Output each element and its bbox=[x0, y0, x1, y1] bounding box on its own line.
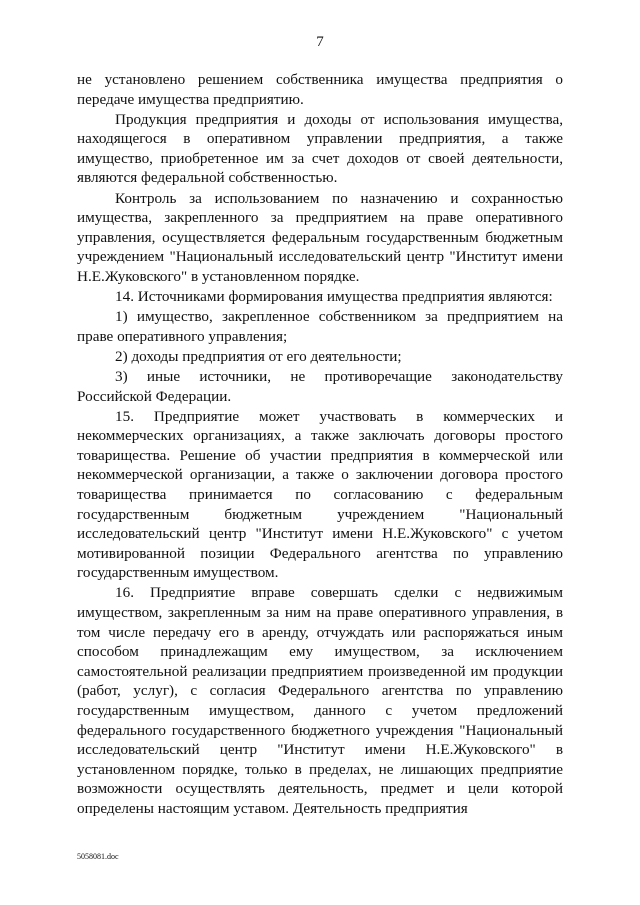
paragraph-continuation: не установлено решением собственника имущества предприятия о передаче имущества предприятию. bbox=[77, 71, 563, 108]
document-filename: 5058081.doc bbox=[77, 852, 119, 861]
paragraph-clause-15: 15. Предприятие может участвовать в коммерческих и некоммерческих организациях, а также заключать договоры простого товарищества. Решение об участии предприятия в коммерческой или некоммерческой организации, а также о заключении договора простого товарищества принимается по согласованию с федеральным государственным бюджетным учреждением "Национальный исследовательский центр "Институт имени Н.Е.Жуковского" с учетом мотивированной позиции Федерального агентства по управлению государственным имуществом. bbox=[77, 407, 563, 582]
document-body bbox=[77, 70, 563, 819]
paragraph-products-income: Продукция предприятия и доходы от использования имущества, находящегося в оперативном управлении предприятия, а также имущество, приобретенное им за счет доходов от своей деятельности, являются федеральной собственностью. bbox=[77, 110, 563, 187]
paragraph-clause-14-item-2: 2) доходы предприятия от его деятельности; bbox=[115, 347, 402, 365]
paragraph-clause-14: 14. Источниками формирования имущества предприятия являются: bbox=[115, 288, 553, 306]
paragraph-clause-14-item-1: 1) имущество, закрепленное собственником за предприятием на праве оперативного управления; bbox=[77, 308, 563, 345]
paragraph-clause-16: 16. Предприятие вправе совершать сделки с недвижимым имуществом, закрепленным за ним на праве оперативного управления, в том числе передачу его в аренду, отчуждать или распоряжаться иным способом принадлежащим ему имуществом, за исключением самостоятельной реализации предприятием произведенной им продукции (работ, услуг), с согласия Федерального агентства по управлению государственным имуществом, данного с учетом предложений федерального государственного бюджетного учреждения "Национальный исследовательский центр "Институт имени Н.Е.Жуковского" в установленном порядке, только в пределах, не лишающих предприятие возможности осуществлять деятельность, предмет и цели которой определены настоящим уставом. Деятельность предприятия bbox=[77, 584, 563, 817]
paragraph-clause-14-item-3: 3) иные источники, не противоречащие законодательству Российской Федерации. bbox=[77, 367, 563, 405]
paragraph-control: Контроль за использованием по назначению и сохранностью имущества, закрепленного за предприятием на праве оперативного управления, осуществляется федеральным государственным бюджетным учреждением "Национальный исследовательский центр "Институт имени Н.Е.Жуковского" в установленном порядке. bbox=[77, 189, 563, 285]
page-number: 7 bbox=[316, 34, 324, 50]
